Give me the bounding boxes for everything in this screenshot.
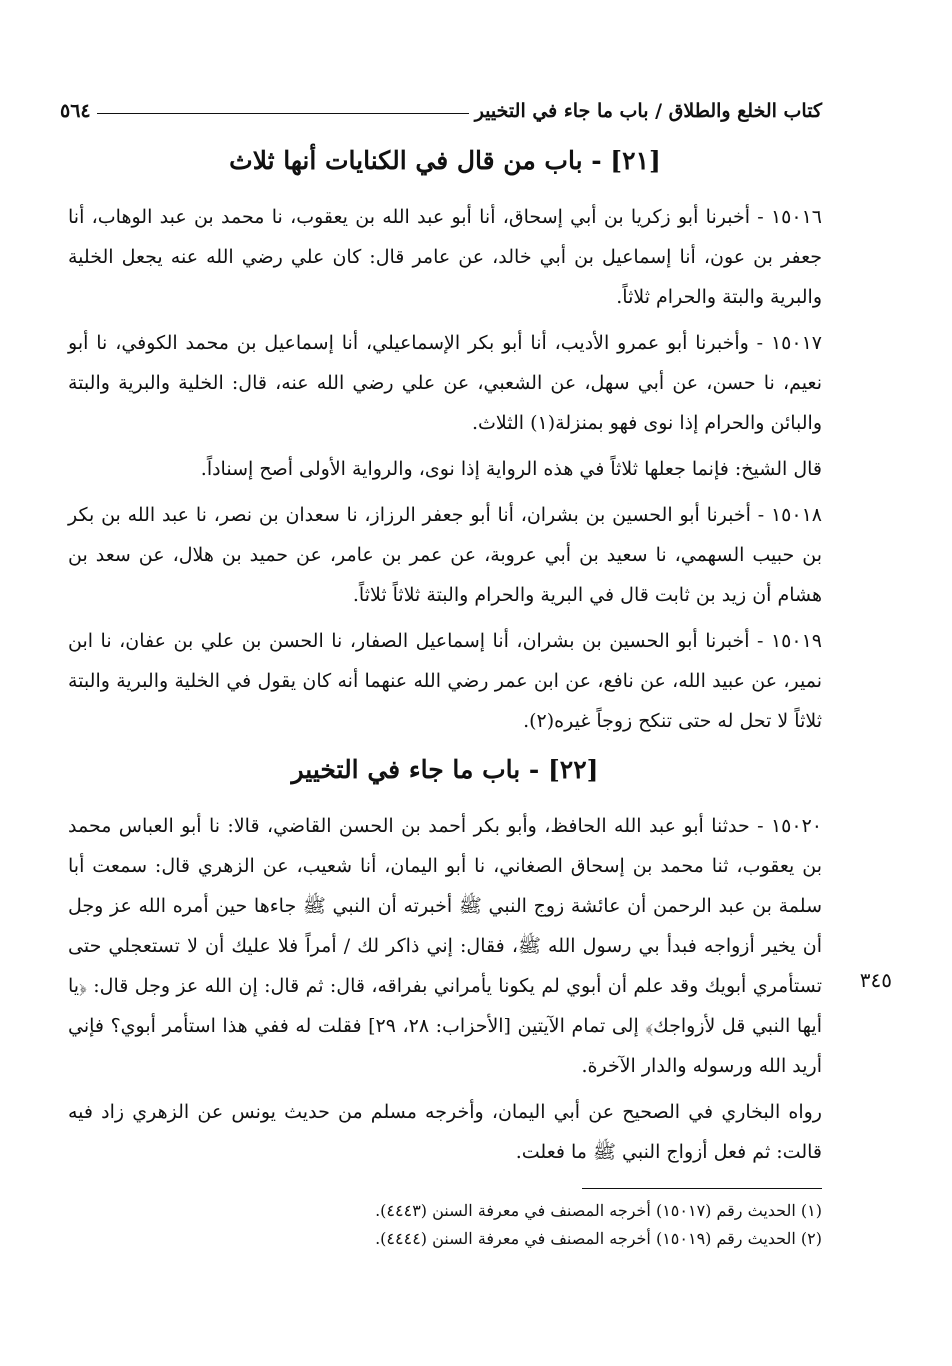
hadith-15016: ١٥٠١٦ - أخبرنا أبو زكريا بن أبي إسحاق، أنا أبو عبد الله بن يعقوب، نا محمد بن عبد الوهاب، أنا جعفر بن عون، أنا إسماعيل بن أبي خالد، عن عامر قال: كان علي رضي الله عنه يجعل الخلية والبرية والبتة والحرام ثلاثاً. [68,206,822,308]
hadith-15020: ١٥٠٢٠ - حدثنا أبو عبد الله الحافظ، وأبو بكر أحمد بن الحسن القاضي، قالا: نا أبو العباس محمد بن يعقوب، ثنا محمد بن إسحاق الصغاني، نا أبو اليمان، أنا شعيب، عن الزهري قال: سمعت أبا سلمة بن عبد الرحمن أن عائشة زوج النبي ﷺ أخبرته أن النبي ﷺ جاءها حين أمره الله عز وجل أن يخير أزواجه فبدأ بي رسول الله ﷺ، فقال: إني ذاكر لك / أمراً فلا عليك أن لا تستعجلي حتى تستأمري أبويك وقد علم أن أبوي لم يكونا يأمراني بفراقه، قال: ثم قال: إن الله عز وجل قال: ﴿يا أيها النبي قل لأزواجك﴾ إلى تمام الآيتين [الأحزاب: ٢٨، ٢٩] فقلت له ففي هذا استأمر أبوي؟ فإني أريد الله ورسوله والدار الآخرة. [68,815,822,1077]
footnote-rule [582,1188,822,1189]
hadith-15017: ١٥٠١٧ - وأخبرنا أبو عمرو الأديب، أنا أبو بكر الإسماعيلي، أنا إسماعيل بن محمد الكوفي، نا أبو نعيم، نا حسن، عن أبي سهل، عن الشعبي، عن علي رضي الله عنه، قال: الخلية والبرية والبتة والبائن والحرام إذا نوى فهو بمنزلة(١) الثلاث. [68,332,822,434]
footnote-1: (١) الحديث رقم (١٥٠١٧) أخرجه المصنف في معرفة السنن (٤٤٤٣). [375,1201,822,1220]
sheikh-comment: قال الشيخ: فإنما جعلها ثلاثاً في هذه الرواية إذا نوى، والرواية الأولى أصح إسناداً. [200,458,822,480]
header-rule [97,113,469,114]
margin-page-reference: ٣٤٥ [859,968,892,992]
section-heading-21: [٢١] - باب من قال في الكنايات أنها ثلاث [229,146,661,175]
section-heading-22: [٢٢] - باب ما جاء في التخيير [291,755,599,784]
page-body [68,140,822,1253]
page-number: ٥٦٤ [60,100,91,122]
narration-note: رواه البخاري في الصحيح عن أبي اليمان، وأخرجه مسلم من حديث يونس عن الزهري زاد فيه قالت: ثم فعل أزواج النبي ﷺ ما فعلت. [68,1101,822,1163]
running-title: كتاب الخلع والطلاق / باب ما جاء في التخيير [474,100,822,122]
running-header [60,88,822,122]
footnotes [68,1197,822,1253]
hadith-15019: ١٥٠١٩ - أخبرنا أبو الحسين بن بشران، أنا إسماعيل الصفار، نا الحسن بن علي بن عفان، نا ابن نمير، عن عبيد الله، عن نافع، عن ابن عمر رضي الله عنهما أنه كان يقول في الخلية والبرية والبتة ثلاثاً لا تحل له حتى تنكح زوجاً غيره(٢). [68,630,822,732]
footnote-2: (٢) الحديث رقم (١٥٠١٩) أخرجه المصنف في معرفة السنن (٤٤٤٤). [375,1229,822,1248]
hadith-15018: ١٥٠١٨ - أخبرنا أبو الحسين بن بشران، أنا أبو جعفر الرزاز، نا سعدان بن نصر، نا عبد الله بن بكر بن حبيب السهمي، نا سعيد بن أبي عروبة، عن عمر بن عامر، عن حميد بن هلال، عن سعد بن هشام أن زيد بن ثابت قال في البرية والحرام والبتة ثلاثاً ثلاثاً. [68,504,822,606]
